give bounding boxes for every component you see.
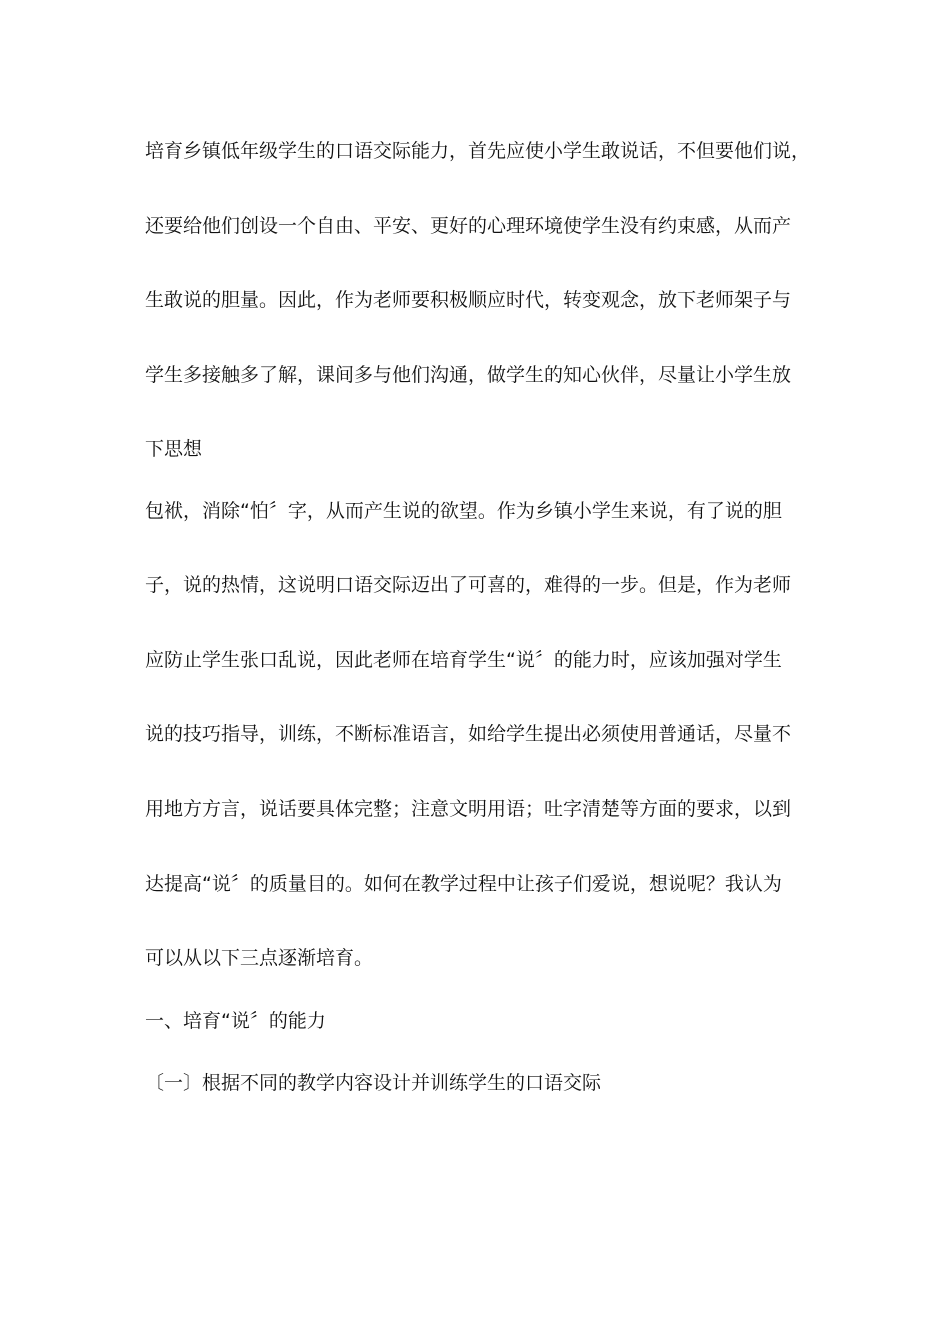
paragraph-line: 生敢说的胆量。因此，作为老师要积极顺应时代，转变观念，放下老师架子与 (145, 289, 792, 311)
section-heading: 一、培育“说〞的能力 (145, 1010, 326, 1032)
paragraph-line: 说的技巧指导，训练，不断标准语言，如给学生提出必须使用普通话，尽量不 (145, 723, 792, 745)
paragraph-line: 用地方方言，说话要具体完整；注意文明用语；吐字清楚等方面的要求，以到 (145, 798, 792, 820)
subsection-heading: 〔一〕根据不同的教学内容设计并训练学生的口语交际 (145, 1072, 602, 1094)
paragraph-line: 下思想 (145, 438, 203, 460)
paragraph-line: 还要给他们创设一个自由、平安、更好的心理环境使学生没有约束感，从而产 (145, 215, 792, 237)
paragraph-line: 可以从以下三点逐渐培育。 (145, 947, 374, 969)
paragraph-line: 包袱，消除“怕〞字，从而产生说的欲望。作为乡镇小学生来说，有了说的胆 (145, 500, 782, 522)
paragraph-line: 应防止学生张口乱说，因此老师在培育学生“说〞的能力时，应该加强对学生 (145, 649, 782, 671)
paragraph-line: 学生多接触多了解，课间多与他们沟通，做学生的知心伙伴，尽量让小学生放 (145, 364, 792, 386)
paragraph-line: 达提高“说〞的质量目的。如何在教学过程中让孩子们爱说，想说呢？我认为 (145, 873, 782, 895)
paragraph-line: 培育乡镇低年级学生的口语交际能力，首先应使小学生敢说话，不但要他们说， (145, 140, 811, 162)
paragraph-line: 子，说的热情，这说明口语交际迈出了可喜的，难得的一步。但是，作为老师 (145, 574, 792, 596)
